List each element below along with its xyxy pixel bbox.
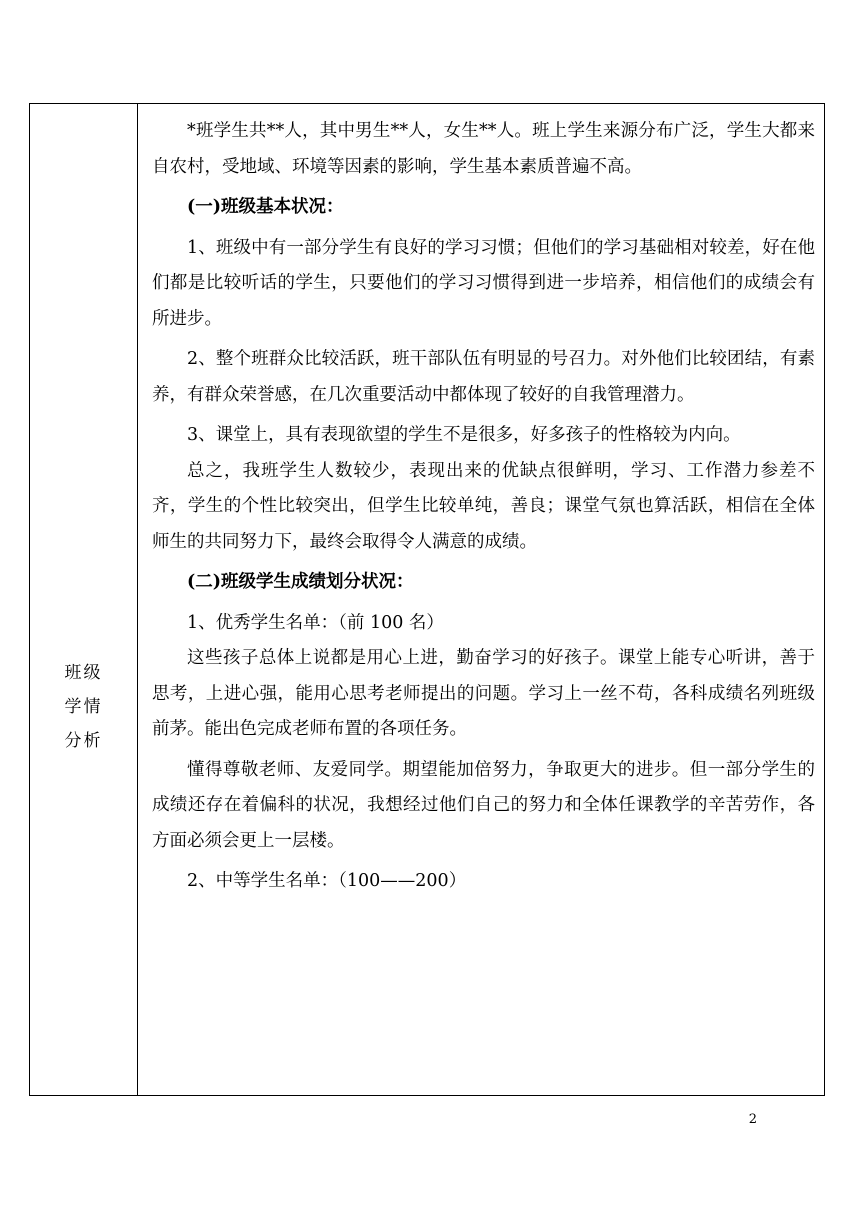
paragraph: 2、中等学生名单：（100——200） xyxy=(187,871,467,891)
row-label-line: 分析 xyxy=(64,731,103,751)
analysis-table xyxy=(29,103,825,1096)
paragraph: 3、课堂上，具有表现欲望的学生不是很多，好多孩子的性格较为内向。 xyxy=(187,425,741,445)
page-number: 2 xyxy=(748,1112,757,1127)
paragraph: 总之，我班学生人数较少，表现出来的优缺点很鲜明，学习、工作潜力参差不齐，学生的个性比较突出，但学生比较单纯，善良；课堂气氛也算活跃，相信在全体师生的共同努力下，最终会取得令人满意的成绩。 xyxy=(152,460,815,552)
section-heading: (二)班级学生成绩划分状况： xyxy=(187,572,414,592)
row-label-line: 班级 xyxy=(64,663,103,683)
row-label-cell xyxy=(30,104,138,1095)
content-cell xyxy=(138,104,824,1095)
paragraph: 1、班级中有一部分学生有良好的学习习惯；但他们的学习基础相对较差，好在他们都是比较听话的学生，只要他们的学习习惯得到进一步培养，相信他们的成绩会有所进步。 xyxy=(152,237,815,329)
paragraph: *班学生共**人，其中男生**人，女生**人。班上学生来源分布广泛，学生大都来自农村，受地域、环境等因素的影响，学生基本素质普遍不高。 xyxy=(152,121,815,177)
section-heading: (一)班级基本状况： xyxy=(187,197,344,217)
paragraph: 懂得尊敬老师、友爱同学。期望能加倍努力，争取更大的进步。但一部分学生的成绩还存在着偏科的状况，我想经过他们自己的努力和全体任课教学的辛苦劳作，各方面必须会更上一层楼。 xyxy=(152,759,815,851)
row-label-line: 学情 xyxy=(64,697,103,717)
row-label xyxy=(30,656,137,758)
paragraph: 2、整个班群众比较活跃，班干部队伍有明显的号召力。对外他们比较团结，有素养，有群众荣誉感，在几次重要活动中都体现了较好的自我管理潜力。 xyxy=(152,349,815,405)
paragraph: 1、优秀学生名单：（前 100 名） xyxy=(187,612,444,633)
paragraph: 这些孩子总体上说都是用心上进，勤奋学习的好孩子。课堂上能专心听讲，善于思考，上进心强，能用心思考老师提出的问题。学习上一丝不苟，各科成绩名列班级前茅。能出色完成老师布置的各项任务。 xyxy=(152,648,815,739)
